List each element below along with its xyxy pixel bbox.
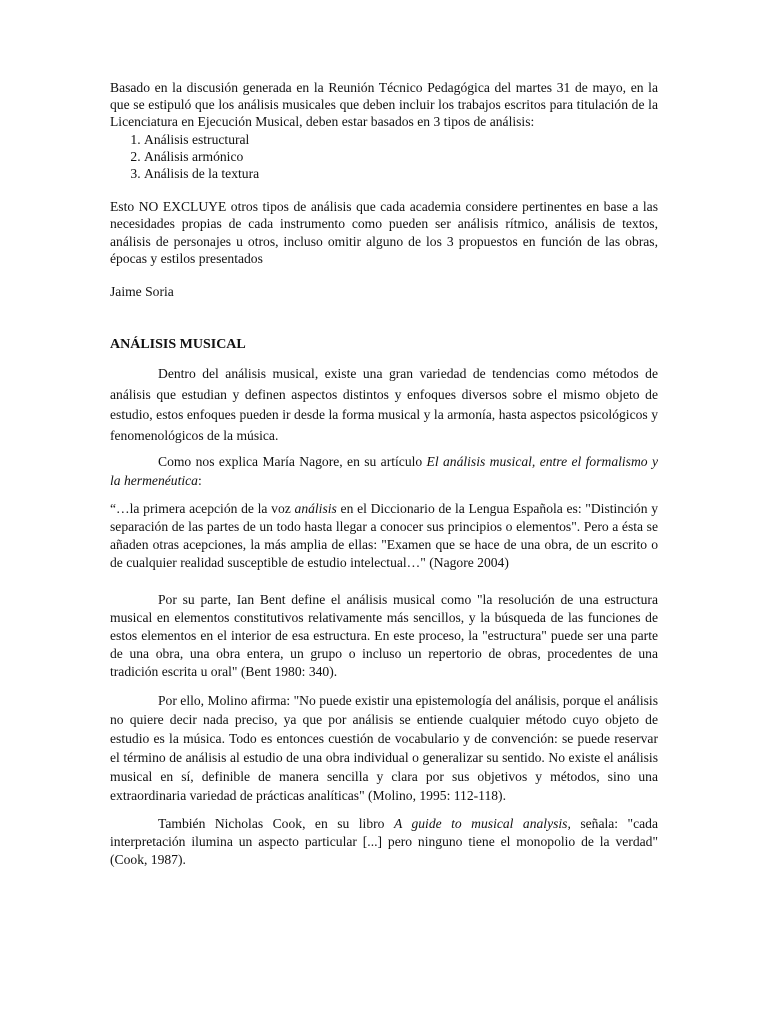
intro-analysis-paragraph: Dentro del análisis musical, existe una gran variedad de tendencias como métodos de análisis que estudian y definen aspectos distintos y enfoques diversos sobre el mismo objeto de estudio, estos enfoques pueden ir desde la forma musical y la armonía, hasta aspectos psicológicos y fenomenológicos de la música.	[110, 366, 658, 443]
cook-book-title: A guide to musical analysis,	[393, 816, 571, 832]
bent-paragraph: Por su parte, Ian Bent define el análisis musical como "la resolución de una estructura musical en elementos constitutivos relativamente más sencillos, y la búsqueda de las funciones de estos elementos en el interior de esa estructura. En este proceso, la "estructura" puede ser una parte de una obra, una obra entera, un grupo o incluso un repertorio de obras, procedentes de una tradición escrita u oral" (Bent 1980: 340).	[110, 592, 658, 679]
cook-paragraph	[110, 815, 658, 869]
molino-paragraph: Por ello, Molino afirma: "No puede existir una epistemología del análisis, porque el análisis no quiere decir nada preciso, ya que por análisis se entiende cualquier método cuyo objeto de estudio es la música. Todo es entonces cuestión de vocabulario y de convención: se puede reservar el término de análisis al estudio de una obra individual o generalizar su sentido. No existe el análisis musical en sí, definible de manera sencilla y clara por sus objetivos y métodos, sino una extraordinaria variedad de prácticas analíticas" (Molino, 1995: 112-118).	[110, 693, 658, 804]
nagore-lead: Como nos explica María Nagore, en su artículo	[158, 454, 427, 470]
analysis-types-list	[110, 131, 658, 183]
nagore-colon: :	[197, 473, 202, 489]
nagore-quote	[110, 500, 658, 572]
list-item: 3. Análisis de la textura	[144, 165, 658, 182]
list-item: 1. Análisis estructural	[144, 131, 658, 148]
cook-rest: señala: "cada interpretación ilumina un aspecto particular [...] pero ninguno tiene el monopolio de la verdad" (Cook, 1987).	[110, 816, 658, 868]
document-page	[110, 79, 658, 869]
quote-open: “…la primera acepción de la voz	[110, 501, 295, 517]
signature: Jaime Soria	[110, 284, 174, 300]
nagore-paragraph	[110, 452, 658, 490]
intro-paragraph: Basado en la discusión generada en la Reunión Técnico Pedagógica del martes 31 de mayo, en la que se estipuló que los análisis musicales que deben incluir los trabajos escritos para titulación de la Licenciatura en Ejecución Musical, deben estar basados en 3 tipos de análisis:	[110, 80, 658, 130]
list-item: 2. Análisis armónico	[144, 148, 658, 165]
section-heading: ANÁLISIS MUSICAL	[110, 337, 246, 353]
quote-term: análisis	[294, 501, 337, 517]
note-paragraph: Esto NO EXCLUYE otros tipos de análisis que cada academia considere pertinentes en base a las necesidades propias de cada instrumento como pueden ser análisis rítmico, análisis de textos, análisis de personajes u otros, incluso omitir alguno de los 3 propuestos en función de las obras, épocas y estilos presentados	[110, 199, 658, 266]
nagore-article-title: El análisis musical, entre el formalismo y la hermenéutica	[110, 454, 658, 489]
quote-rest: en el Diccionario de la Lengua Española es: "Distinción y separación de las partes de un todo hasta llegar a conocer sus principios o elementos". Pero a ésta se añaden otras acepciones, la más amplia de ellas: "Examen que se hace de una obra, de un escrito o de cualquier realidad susceptible de estudio intelectual…" (Nagore 2004)	[110, 501, 659, 571]
cook-lead: También Nicholas Cook, en su libro	[158, 816, 394, 832]
